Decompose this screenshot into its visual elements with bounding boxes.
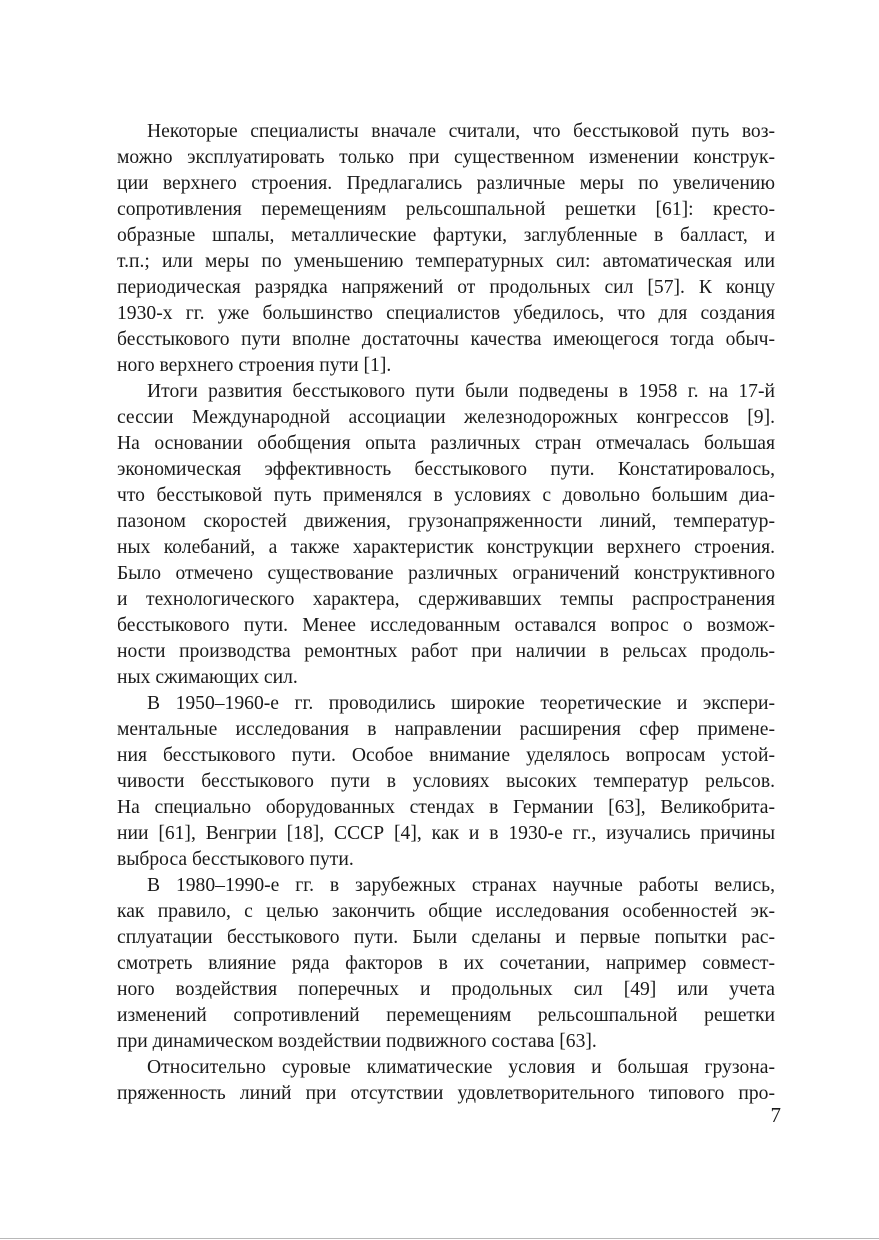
paragraph-2 [117,379,775,691]
paragraph-4 [117,873,775,1055]
paragraph-5 [117,1055,775,1107]
text-line: В 1950–1960-е гг. проводились широкие теоретические и экспери- [147,693,775,714]
text-line: пазоном скоростей движения, грузонапряженности линий, температур- [117,511,775,532]
body-text [117,119,775,1107]
text-line: ных сжимающих сил. [117,667,298,688]
text-line: бесстыкового пути вполне достаточны качества имеющегося тогда обыч- [117,329,775,350]
text-line: ния бесстыкового пути. Особое внимание уделялось вопросам устой- [117,745,775,766]
text-line: экономическая эффективность бесстыкового пути. Констатировалось, [117,459,775,480]
text-line: В 1980–1990-е гг. в зарубежных странах научные работы велись, [147,875,775,896]
text-line: сопротивления перемещениям рельсошпальной решетки [61]: кресто- [117,199,775,220]
text-line: периодическая разрядка напряжений от продольных сил [57]. К концу [117,277,775,298]
text-line: Итоги развития бесстыкового пути были подведены в 1958 г. на 17-й [147,381,775,402]
text-line: 1930-х гг. уже большинство специалистов убедилось, что для создания [117,303,775,324]
text-line: ментальные исследования в направлении расширения сфер применe- [117,719,775,740]
text-line: ности производства ремонтных работ при наличии в рельсах продоль- [117,641,775,662]
text-line: смотреть влияние ряда факторов в их сочетании, например совмест- [117,953,775,974]
text-line: пряженность линий при отсутствии удовлетворительного типового про- [117,1083,775,1104]
text-line: ного воздействия поперечных и продольных сил [49] или учета [117,979,775,1000]
text-line: и технологического характера, сдерживавших темпы распространения [117,589,775,610]
text-line: сессии Международной ассоциации железнодорожных конгрессов [9]. [117,407,775,428]
text-line: можно эксплуатировать только при существенном изменении конструк- [117,147,775,168]
text-line: Относительно суровые климатические условия и большая грузона- [147,1057,775,1078]
text-line: ции верхнего строения. Предлагались различные меры по увеличению [117,173,775,194]
text-line: т.п.; или меры по уменьшению температурных сил: автоматическая или [117,251,775,272]
text-line: На основании обобщения опыта различных стран отмечалась большая [117,433,775,454]
text-line: при динамическом воздействии подвижного состава [63]. [117,1031,597,1052]
text-line: ного верхнего строения пути [1]. [117,355,392,376]
text-line: На специально оборудованных стендах в Германии [63], Великобрита- [117,797,775,818]
text-line: бесстыкового пути. Менее исследованным оставался вопрос о возмож- [117,615,775,636]
paragraph-1 [117,119,775,379]
text-line: что бесстыковой путь применялся в условиях с довольно большим диа- [117,485,775,506]
text-line: изменений сопротивлений перемещениям рельсошпальной решетки [117,1005,775,1026]
text-line: Было отмечено существование различных ограничений конструктивного [117,563,775,584]
paragraph-3 [117,691,775,873]
text-line: ных колебаний, а также характеристик конструкции верхнего строения. [117,537,775,558]
text-line: выброса бесстыкового пути. [117,849,354,870]
text-line: образные шпалы, металлические фартуки, заглубленные в балласт, и [117,225,775,246]
page-number: 7 [770,1103,781,1127]
text-line: как правило, с целью закончить общие исследования особенностей эк- [117,901,775,922]
page-bottom-edge [0,1238,879,1239]
text-line: чивости бесстыкового пути в условиях высоких температур рельсов. [117,771,775,792]
text-line: сплуатации бесстыкового пути. Были сделаны и первые попытки рас- [117,927,775,948]
text-line: Некоторые специалисты вначале считали, что бесстыковой путь воз- [147,121,775,142]
text-line: нии [61], Венгрии [18], СССР [4], как и в 1930-е гг., изучались причины [117,823,775,844]
